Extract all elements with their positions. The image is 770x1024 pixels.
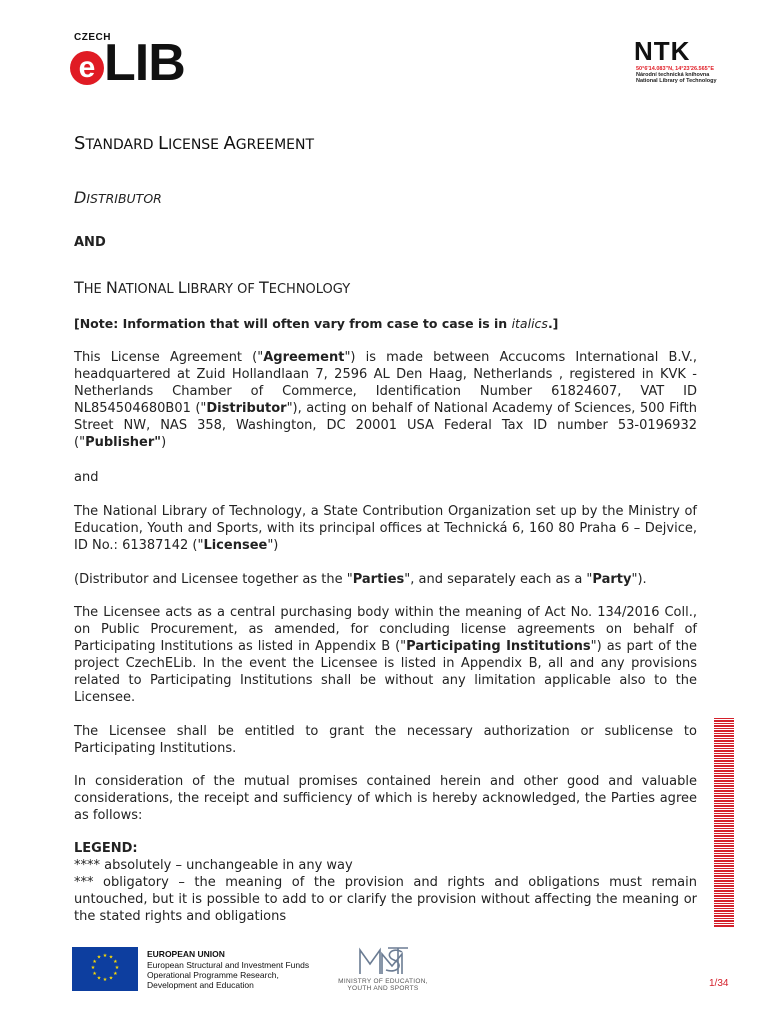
page-number: 1/34: [709, 978, 729, 989]
paragraph-and: and: [74, 470, 99, 485]
paragraph-purchasing-body: The Licensee acts as a central purchasing body within the meaning of Act No. 134/2016 Coll., on Public Procurement, as amended, for concluding license agreements on behalf of Participating Institutions as listed in Appendix B ("Participating Institutions") as part of the project CzechELib. In the event the Licensee is listed in Appendix B, all and any provisions related to Participating Institutions shall be without any limitation applicable also to the Licensee.: [74, 605, 697, 705]
svg-text:★: ★: [108, 954, 114, 961]
svg-text:★: ★: [108, 975, 114, 982]
paragraph-parties: (Distributor and Licensee together as the "Parties", and separately each as a "Party").: [74, 572, 647, 587]
svg-text:★: ★: [92, 971, 97, 977]
ntk-name-en: National Library of Technology: [636, 78, 717, 84]
paragraph-sublicense: The Licensee shall be entitled to grant the necessary authorization or sublicense to Participating Institutions.: [74, 724, 697, 756]
distributor-heading: DISTRIBUTOR: [74, 188, 162, 207]
eu-text-line4: Development and Education: [147, 980, 254, 990]
eu-stars-icon: [72, 947, 138, 991]
note-line: [Note: Information that will often vary from case to case is in italics.]: [74, 316, 559, 331]
legend-title: LEGEND:: [74, 841, 138, 856]
legend-item-absolute: **** absolutely – unchangeable in any way: [74, 858, 353, 873]
paragraph-agreement: This License Agreement ("Agreement") is made between Accucoms International B.V., headquartered at Zuid Hollandlaan 7, 2596 AL Den Haag, Netherlands , registered in KVK - Netherlands Chamber of Commerce, Identification Number 61824607, VAT ID NL854504680B01 ("Distributor"), acting on behalf of National Academy of Sciences, 500 Fifth Street NW, NAS 358, Washington, DC 20001 USA Federal Tax ID number 53-0196932 ("Publisher"): [74, 350, 697, 450]
svg-text:★: ★: [113, 959, 118, 965]
msmt-logo-icon: [352, 944, 412, 978]
svg-text:★: ★: [92, 959, 97, 965]
eu-text-line3: Operational Programme Research,: [147, 970, 279, 980]
logo-e-letter: e: [78, 51, 96, 84]
ntk-coordinates: 50°6'14.083"N, 14°23'26.565"E: [636, 66, 714, 72]
and-heading: AND: [74, 235, 106, 250]
svg-text:★: ★: [96, 954, 102, 961]
logo-czech-text: CZECH: [74, 32, 111, 43]
licensee-heading: THE NATIONAL LIBRARY OF TECHNOLOGY: [74, 278, 351, 297]
svg-text:★: ★: [102, 977, 108, 983]
ntk-name-cz: Národní technická knihovna: [636, 72, 710, 78]
paragraph-consideration: In consideration of the mutual promises contained herein and other good and valuable considerations, the receipt and sufficiency of which is hereby acknowledged, the Parties agree as follows:: [74, 774, 697, 823]
svg-text:★: ★: [90, 965, 96, 971]
svg-text:★: ★: [114, 965, 120, 971]
eu-text-line1: EUROPEAN UNION: [147, 949, 225, 959]
svg-text:★: ★: [96, 975, 102, 982]
paragraph-licensee: The National Library of Technology, a State Contribution Organization set up by the Ministry of Education, Youth and Sports, with its principal offices at Technická 6, 160 80 Praha 6 – Dejvice, ID No.: 61387142 ("Licensee"): [74, 504, 697, 553]
msmt-caption: MINISTRY OF EDUCATION, YOUTH AND SPORTS: [338, 978, 428, 992]
svg-text:★: ★: [113, 971, 118, 977]
logo-e-circle: [70, 51, 104, 85]
document-title: STANDARD LICENSE AGREEMENT: [74, 133, 315, 154]
ntk-title: NTK: [634, 36, 691, 66]
eu-text-line2: European Structural and Investment Funds: [147, 960, 310, 970]
legend-item-obligatory: *** obligatory – the meaning of the provision and rights and obligations must remain untouched, but it is possible to add to or clarify the provision without affecting the meaning or the stated rights and obligations: [74, 875, 697, 924]
barcode-stamp: [714, 718, 734, 928]
logo-lib-text: LIB: [104, 34, 185, 92]
svg-text:★: ★: [102, 953, 108, 959]
